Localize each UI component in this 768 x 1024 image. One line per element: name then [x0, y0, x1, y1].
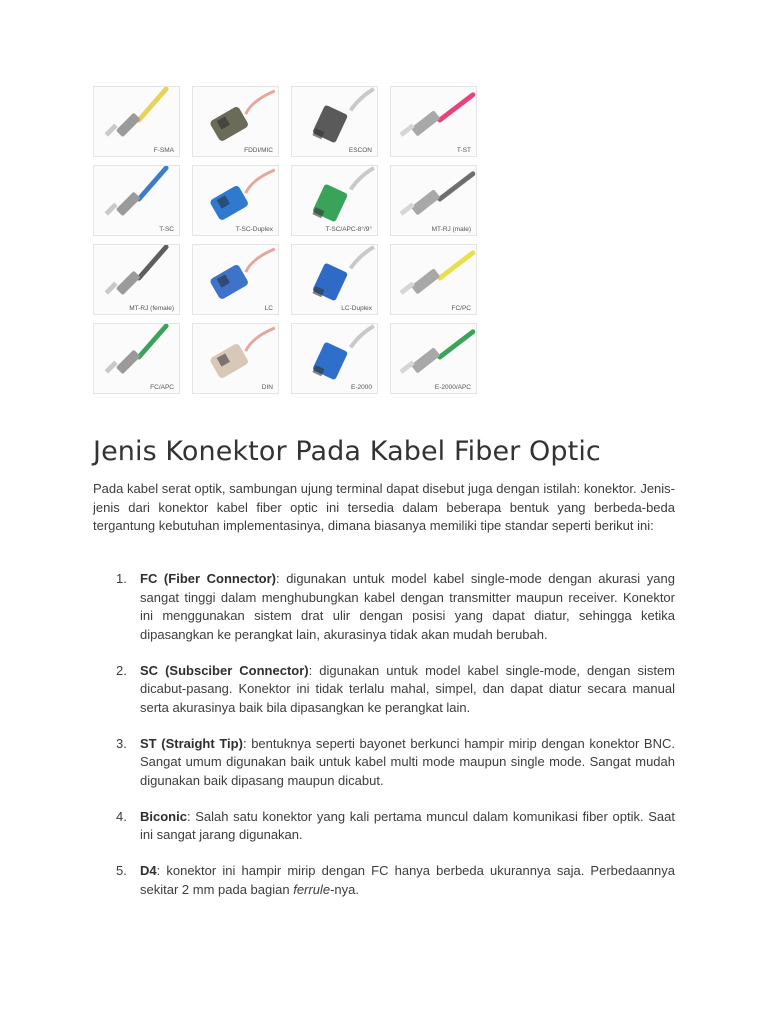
sc-apc-connector-icon — [292, 166, 377, 235]
lc-connector-icon — [193, 245, 278, 314]
list-item — [93, 662, 675, 718]
connector-caption: LC — [264, 305, 273, 312]
connector-caption: T-SC-Duplex — [235, 226, 273, 233]
e2000-connector-icon — [292, 324, 377, 393]
list-item — [93, 862, 675, 899]
connector-caption: FC/APC — [150, 384, 174, 391]
list-text: : konektor ini hampir mirip dengan FC hanya berbeda ukurannya saja. Perbedaannya sekitar 2 mm pada bagian — [140, 863, 675, 897]
din-connector-icon — [193, 324, 278, 393]
connector-list — [93, 570, 675, 917]
list-number: 2. — [116, 662, 127, 678]
list-number: 5. — [116, 863, 127, 878]
connector-caption: E-2000/APC — [434, 384, 471, 391]
page-title: Jenis Konektor Pada Kabel Fiber Optic — [93, 436, 601, 467]
connector-caption: ESCON — [348, 147, 372, 154]
fc-apc-connector-icon — [94, 324, 179, 393]
st-connector-icon — [391, 87, 476, 156]
connector-caption: MT-RJ (male) — [431, 226, 471, 233]
list-term: FC (Fiber Connector) — [140, 571, 276, 586]
list-number: 4. — [116, 808, 127, 824]
list-text: : digunakan untuk model kabel single-mode dengan akurasi yang sangat tinggi dalam menghubungkan kabel dengan transmitter maupun receiver. Konektor ini menggunakan sistem drat ulir dengan posisi yang dapat diatur, sehingga ketika dipasangkan ke perangkat lain, akurasinya tidak akan mudah berubah. — [140, 571, 675, 642]
list-term: D4 — [140, 863, 157, 878]
connector-caption: T-ST — [456, 147, 471, 154]
connector-tile — [93, 86, 180, 157]
connector-tile — [291, 165, 378, 236]
connector-caption: F-SMA — [153, 147, 174, 154]
list-item — [93, 570, 675, 644]
connector-tile — [291, 323, 378, 394]
connector-tile — [390, 86, 477, 157]
list-text: : bentuknya seperti bayonet berkunci hampir mirip dengan konektor BNC. Sangat umum digunakan baik untuk kabel multi mode maupun single mode. Sangat mudah digunakan baik dipasang maupun dicabut. — [140, 735, 675, 788]
escon-connector-icon — [292, 87, 377, 156]
list-number: 3. — [116, 735, 127, 751]
list-term: Biconic — [140, 808, 187, 824]
connector-tile — [291, 86, 378, 157]
connector-tile — [93, 244, 180, 315]
connector-tile — [192, 165, 279, 236]
connector-tile — [93, 165, 180, 236]
sc-duplex-connector-icon — [193, 166, 278, 235]
fddi-mic-connector-icon — [193, 87, 278, 156]
list-tail: -nya. — [330, 881, 359, 897]
mtrj-male-connector-icon — [391, 166, 476, 235]
intro-paragraph: Pada kabel serat optik, sambungan ujung terminal dapat disebut juga dengan istilah: konektor. Jenis-jenis dari konektor kabel fiber optic ini tersedia dalam beberapa bentuk yang berbeda-beda tergantung kebutuhan implementasinya, dimana biasanya memiliki tipe standar seperti berikut ini: — [93, 481, 675, 533]
list-term: SC (Subsciber Connector) — [140, 662, 309, 678]
connector-tile — [93, 323, 180, 394]
connector-tile — [390, 165, 477, 236]
mtrj-female-connector-icon — [94, 245, 179, 314]
list-item — [93, 808, 675, 845]
list-emphasis: ferrule — [293, 881, 331, 897]
list-number: 1. — [116, 571, 127, 586]
list-text: : digunakan untuk model kabel single-mode, dengan sistem dicabut-pasang. Konektor ini tidak terlalu mahal, simpel, dan dapat diatur secara manual serta akurasinya baik bila dipasangkan ke perangkat lain. — [140, 662, 675, 715]
lc-duplex-connector-icon — [292, 245, 377, 314]
sc-connector-icon — [94, 166, 179, 235]
connector-caption: T-SC — [159, 226, 174, 233]
connector-caption: MT-RJ (female) — [129, 305, 174, 312]
list-item — [93, 735, 675, 791]
connector-tile — [192, 244, 279, 315]
connector-caption: FDDI/MIC — [244, 147, 273, 154]
connector-caption: DIN — [261, 384, 273, 391]
e2000-apc-connector-icon — [391, 324, 476, 393]
connector-caption: T-SC/APC-8°/9° — [325, 226, 372, 233]
connector-tile — [192, 323, 279, 394]
connector-tile — [390, 323, 477, 394]
fsma-connector-icon — [94, 87, 179, 156]
connector-caption: E-2000 — [351, 384, 372, 391]
list-text: : Salah satu konektor yang kali pertama muncul dalam komunikasi fiber optik. Saat ini sangat jarang digunakan. — [140, 808, 675, 842]
connector-image-grid — [93, 86, 480, 394]
connector-tile — [192, 86, 279, 157]
list-term: ST (Straight Tip) — [140, 735, 243, 751]
fc-pc-connector-icon — [391, 245, 476, 314]
connector-tile — [390, 244, 477, 315]
connector-caption: FC/PC — [451, 305, 471, 312]
connector-caption: LC-Duplex — [341, 305, 372, 312]
connector-tile — [291, 244, 378, 315]
